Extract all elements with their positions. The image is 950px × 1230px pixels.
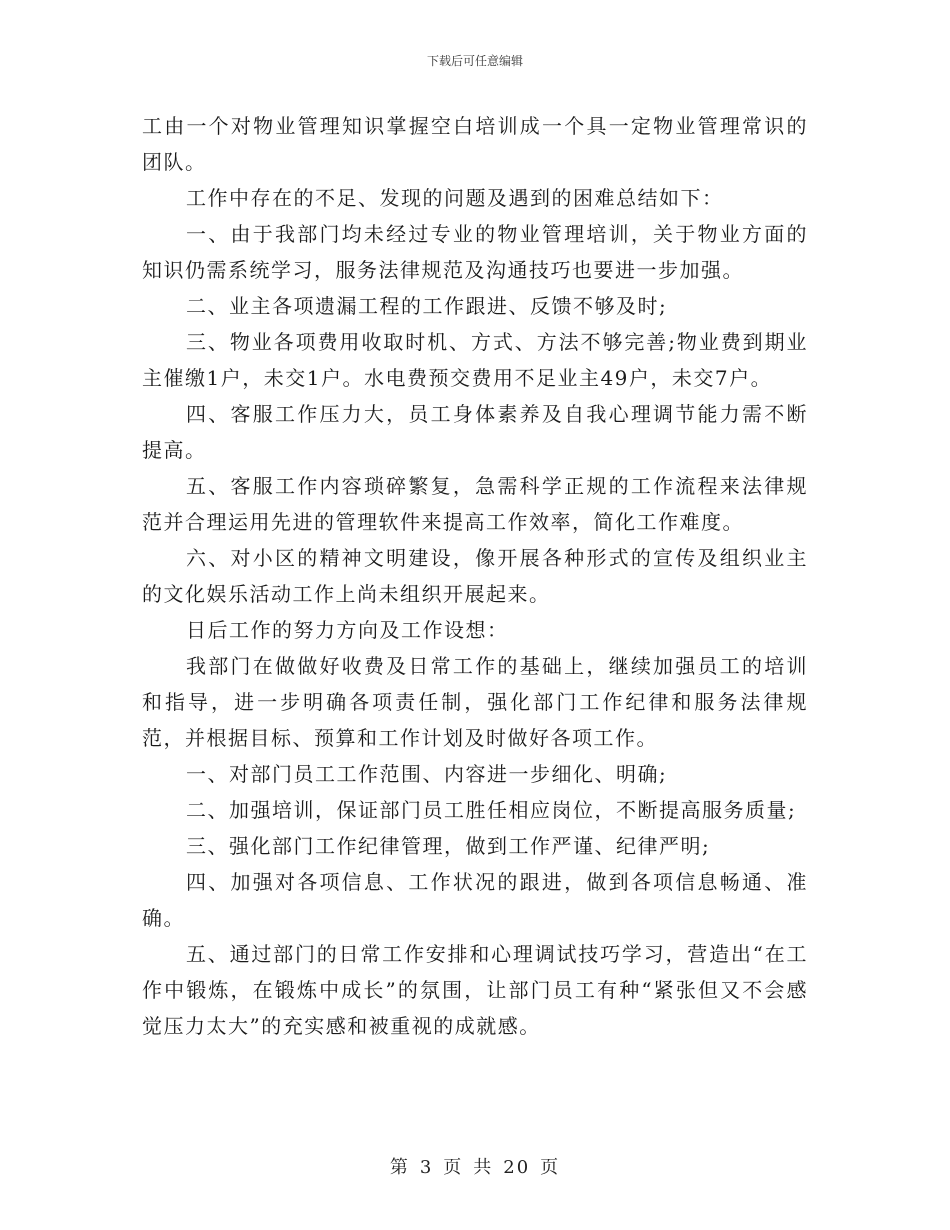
paragraph: 二、加强培训，保证部门员工胜任相应岗位，不断提高服务质量;	[186, 798, 797, 822]
page-footer	[0, 1153, 950, 1179]
page-header: 下载后可任意编辑	[426, 54, 523, 68]
footer-page-number: 3	[419, 1157, 434, 1178]
paragraph: 四、加强对各项信息、工作状况的跟进，做到各项信息畅通、准确。	[142, 870, 808, 930]
paragraph: 我部门在做做好收费及日常工作的基础上，继续加强员工的培训和指导，进一步明确各项责任制，强化部门工作纪律和服务法律规范，并根据目标、预算和工作计划及时做好各项工作。	[142, 654, 808, 750]
footer-total-pages: 20	[503, 1157, 531, 1178]
paragraph: 一、由于我部门均未经过专业的物业管理培训，关于物业方面的知识仍需系统学习，服务法律规范及沟通技巧也要进一步加强。	[142, 222, 808, 282]
footer-prefix: 第	[389, 1157, 410, 1178]
paragraph: 五、通过部门的日常工作安排和心理调试技巧学习，营造出“在工作中锻炼，在锻炼中成长”的氛围，让部门员工有种“紧张但又不会感觉压力太大”的充实感和被重视的成就感。	[142, 942, 808, 1038]
document-body	[142, 108, 808, 1044]
paragraph: 二、业主各项遗漏工程的工作跟进、反馈不够及时;	[186, 294, 668, 318]
paragraph: 工作中存在的不足、发现的问题及遇到的困难总结如下：	[186, 186, 724, 210]
footer-total-word: 共	[473, 1157, 494, 1178]
paragraph: 五、客服工作内容琐碎繁复，急需科学正规的工作流程来法律规范并合理运用先进的管理软件来提高工作效率，简化工作难度。	[142, 474, 808, 534]
footer-page-word: 页	[443, 1157, 464, 1178]
footer-suffix: 页	[540, 1157, 561, 1178]
paragraph: 日后工作的努力方向及工作设想：	[186, 618, 509, 642]
paragraph: 六、对小区的精神文明建设，像开展各种形式的宣传及组织业主的文化娱乐活动工作上尚未组织开展起来。	[142, 546, 808, 606]
paragraph: 工由一个对物业管理知识掌握空白培训成一个具一定物业管理常识的团队。	[142, 114, 808, 174]
paragraph: 三、强化部门工作纪律管理，做到工作严谨、纪律严明;	[186, 834, 711, 858]
paragraph: 一、对部门员工工作范围、内容进一步细化、明确;	[186, 762, 668, 786]
paragraph: 三、物业各项费用收取时机、方式、方法不够完善;物业费到期业主催缴1户，未交1户。水电费预交费用不足业主49户，未交7户。	[142, 330, 808, 390]
paragraph: 四、客服工作压力大，员工身体素养及自我心理调节能力需不断提高。	[142, 402, 808, 462]
